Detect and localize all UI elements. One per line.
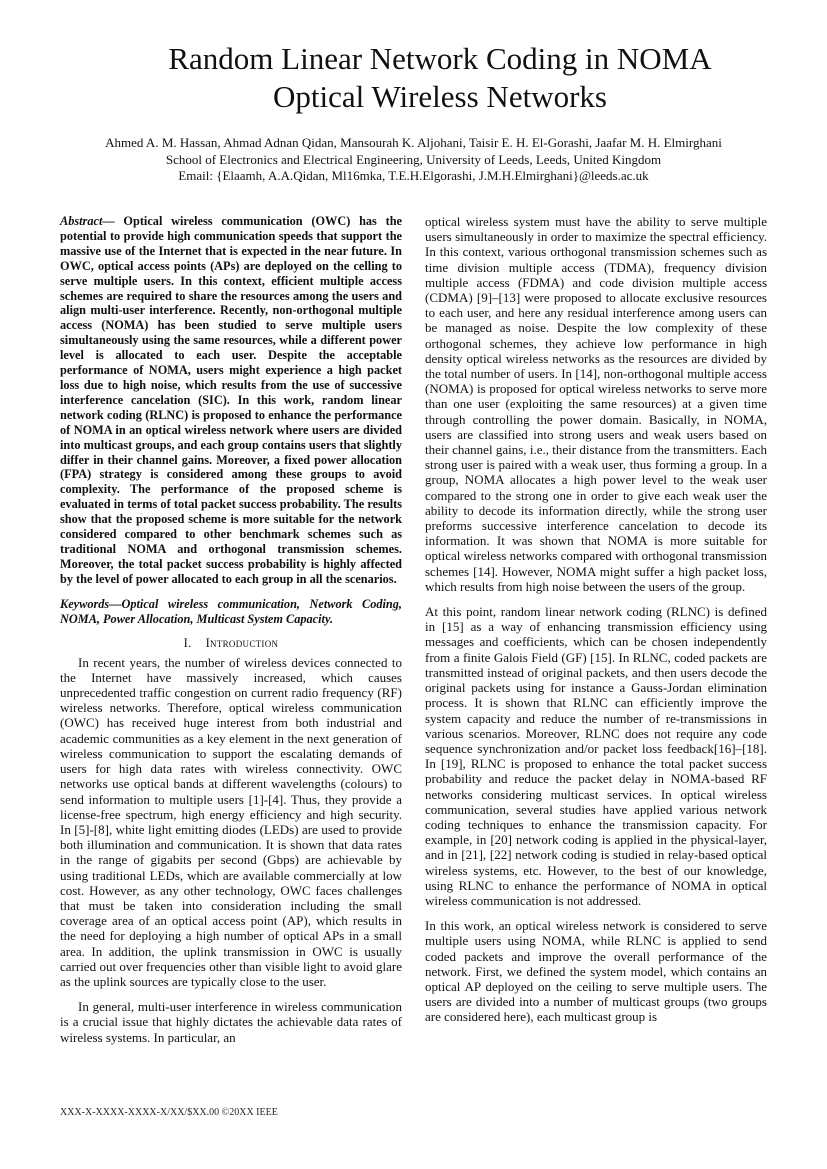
paragraph-rlnc: At this point, random linear network coding (RLNC) is defined in [15] as a way of enhancing transmission efficiency using messages and coefficients, which can be chosen independently from a finite Galois Field (GF) [15]. In RLNC, coded packets are transmitted instead of original packets, and then users decode the original packets using for instance a Gauss-Jordan elimination process. It is shown that RLNC can efficiently improve the system capacity and reduce the number of re-transmissions in various scenarios. Moreover, RLNC does not require any code sequence synchronization and/or packet loss feedback[16]–[18]. In [19], RLNC is proposed to enhance the total packet success probability and reduce the packet delay in NOMA-based RF networks considering multicast services. In optical wireless communication, several studies have applied various network coding techniques to enhance the transmission capacity. For example, in [20] network coding is applied in the physical-layer, and in [21], [22] network coding is studied in relay-based optical wireless systems, etc. However, to the best of our knowledge, using RLNC to enhance the performance of NOMA in optical wireless communication is not addressed.: [425, 604, 767, 908]
keywords: Keywords—Optical wireless communication, Network Coding, NOMA, Power Allocation, Multicast System Capacity.: [60, 596, 402, 626]
section-number: I.: [183, 636, 192, 651]
paragraph-intro-2-continued: optical wireless system must have the ability to serve multiple users simultaneously in order to maximize the spectral efficiency. In this context, various orthogonal transmission schemes such as time division multiple access (TDMA), frequency division multiple access (FDMA) and code division multiple access (CDMA) [9]–[13] were proposed to allocate exclusive resources to each user, and here any residual interference among users can be managed as noise. Despite the low complexity of these orthogonal schemes, they achieve low performance in high density optical wireless networks as the resources are divided by the total number of users. In [14], non-orthogonal multiple access (NOMA) is proposed for optical wireless networks to serve more than one user (exploiting the same resources) at a given time through controlling the power domain. Basically, in NOMA, users are classified into strong users and weak users based on their channel gains, i.e., their distance from the transmitters. Each strong user is paired with a weak user, thus forming a group. In a group, NOMA allocates a high power level to the weak user compared to the strong one in order to give each weak user the ability to decode its information directly, while the strong user preforms successive interference cancelation to decode its information. It was shown that NOMA is more suitable for optical wireless networks compared with orthogonal transmission schemes [14]. However, NOMA might suffer a high packet loss, which results from high noise between the users of the group.: [425, 214, 767, 594]
paragraph-intro-2-start: In general, multi-user interference in wireless communication is a crucial issue that highly dictates the achievable data rates of wireless systems. In particular, an: [60, 999, 402, 1045]
title-line-1: Random Linear Network Coding in NOMA: [168, 41, 712, 76]
author-names: Ahmed A. M. Hassan, Ahmad Adnan Qidan, Mansourah K. Aljohani, Taisir E. H. El-Gorashi, Jaafar M. H. Elmirghani: [105, 135, 722, 150]
author-affiliation: School of Electronics and Electrical Engineering, University of Leeds, Leeds, United Kingdom: [165, 151, 662, 167]
author-block: [40, 135, 787, 185]
right-column: [425, 214, 767, 1035]
left-column: [60, 214, 402, 1055]
section-heading-introduction: [60, 636, 402, 651]
abstract-lead: Abstract—: [60, 214, 115, 228]
author-email: Email: {Elaamh, A.A.Qidan, Ml16mka, T.E.H.Elgorashi, J.M.H.Elmirghani}@leeds.ac.uk: [178, 168, 649, 183]
paragraph-intro-1: In recent years, the number of wireless devices connected to the Internet have massively increased, which causes unprecedented traffic congestion on current radio frequency (RF) wireless networks. Therefore, optical wireless communication (OWC) has received huge interest from both industrial and academic communities as a key element in the next generation of wireless communication to support the escalating demands of users for high data rates with wireless connectivity. OWC networks use optical bands at different wavelengths (colours) to send information to multiple users [1]-[4]. Thus, they provide a license-free spectrum, high energy efficiency and high security. In [5]-[8], white light emitting diodes (LEDs) are used to provide both illumination and communication. It is shown that data rates in the range of gigabits per second (Gbps) are achievable by using traditional LEDs, which are available commercially at low cost. However, as any other technology, OWC faces challenges that must be taken into consideration including the small coverage area of an optical access point (AP), which results in the need for deploying a high number of optical APs in a small area. In addition, the uplink transmission in OWC is usually carried out over frequencies other than visible light to avoid glare as the uplink sources are typically close to the user.: [60, 654, 402, 989]
copyright-footer: XXX-X-XXXX-XXXX-X/XX/$XX.00 ©20XX IEEE: [60, 1107, 278, 1118]
paragraph-this-work: In this work, an optical wireless network is considered to serve multiple users using NOMA, while RLNC is applied to send coded packets and improve the overall performance of the network. First, we defined the system model, which contains an optical AP deployed on the ceiling to serve multiple users. The users are divided into a number of multicast groups (two groups are considered here), each multicast group is: [425, 918, 767, 1025]
paper-title: [110, 40, 770, 116]
title-line-2: Optical Wireless Networks: [273, 79, 607, 114]
abstract: [60, 214, 402, 587]
section-title: Introduction: [205, 636, 279, 651]
abstract-text: Optical wireless communication (OWC) has the potential to provide high communication speeds that support the massive use of the Internet that is expected in the near future. In OWC, optical access points (APs) are deployed on the celling to serve multiple users. In this context, efficient multiple access schemes are required to share the resources among the users and align multi-user interference. Recently, non-orthogonal multiple access (NOMA) has been studied to serve multiple users simultaneously using the same resources, while a different power level is allocated to each user. Despite the acceptable performance of NOMA, users might experience a high packet loss due to high noise, which results from the use of successive interference cancelation (SIC). In this work, random linear network coding (RLNC) is proposed to enhance the performance of NOMA in an optical wireless network where users are divided into multicast groups, and each group contains users that slightly differ in their channel gains. Moreover, a fixed power allocation (FPA) strategy is considered among these groups to avoid complexity. The performance of the proposed scheme is evaluated in terms of total packet success probability. The results show that the proposed scheme is more suitable for the network considered compared to other benchmark schemes such as traditional NOMA and orthogonal transmission schemes. Moreover, the total packet success probability is highly affected by the level of power allocated to each group in all the scenarios.: [60, 214, 402, 586]
